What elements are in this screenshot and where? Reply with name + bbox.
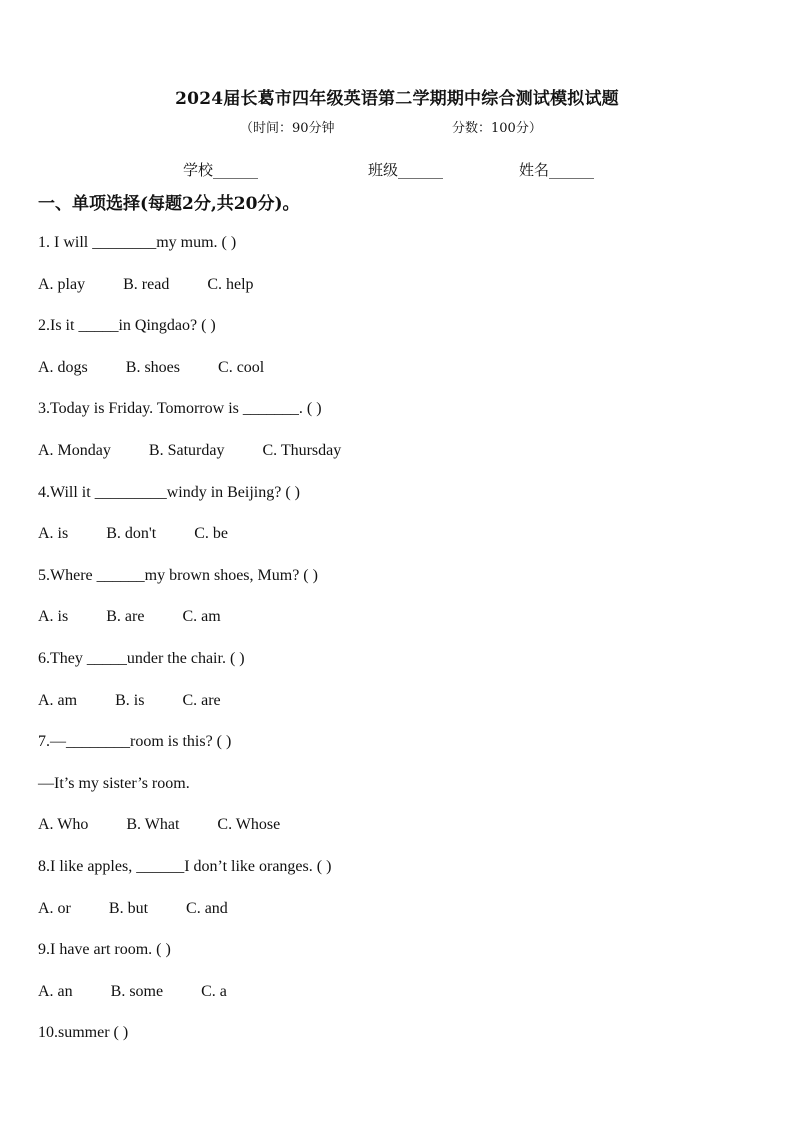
class-field: 班级______ — [368, 161, 444, 179]
option-c: C. be — [194, 525, 229, 543]
student-info — [0, 159, 794, 181]
question-dialogue: —It’s my sister’s room. — [38, 774, 190, 792]
question-stem: 1. I will ________my mum. ( ) — [38, 234, 237, 251]
question-stem: 2.Is it _____in Qingdao? ( ) — [38, 317, 216, 335]
question-options — [38, 898, 758, 940]
option-c: C. and — [186, 899, 228, 917]
question-options — [38, 606, 758, 648]
option-b: B. shoes — [125, 358, 181, 376]
option-c: C. Thursday — [262, 441, 342, 459]
section-title: 一、单项选择(每题2分,共20分)。 — [38, 194, 300, 214]
option-b: B. Saturday — [148, 441, 225, 459]
question-options — [38, 440, 758, 482]
option-a: A. or — [38, 899, 71, 917]
option-a: A. Who — [38, 816, 89, 834]
option-b: B. but — [108, 899, 149, 917]
option-b: B. don't — [106, 525, 157, 543]
question-list — [38, 232, 758, 1064]
option-c: C. are — [182, 691, 221, 709]
school-field: 学校______ — [183, 161, 259, 179]
exam-score: 分数：100分） — [452, 121, 542, 136]
question-stem: 7.—________room is this? ( ) — [38, 733, 232, 751]
question-stem: 5.Where ______my brown shoes, Mum? ( ) — [38, 566, 318, 584]
option-c: C. cool — [218, 358, 265, 376]
option-c: C. Whose — [217, 816, 281, 834]
question-options — [38, 274, 758, 316]
question-options — [38, 357, 758, 399]
option-c: C. am — [182, 608, 221, 626]
option-a: A. Monday — [38, 441, 111, 459]
question-stem: 8.I like apples, ______I don’t like oranges. ( ) — [38, 857, 332, 875]
option-a: A. play — [38, 275, 86, 293]
question-stem: 9.I have art room. ( ) — [38, 941, 171, 959]
option-b: B. is — [115, 691, 145, 709]
option-b: B. some — [110, 982, 164, 1000]
option-a: A. is — [38, 608, 69, 626]
question-options — [38, 690, 758, 732]
page-title: 2024届长葛市四年级英语第二学期期中综合测试模拟试题 — [175, 89, 619, 109]
option-b: B. What — [126, 816, 180, 834]
option-c: C. help — [207, 275, 254, 293]
option-b: B. are — [106, 608, 145, 626]
exam-meta — [0, 117, 794, 137]
option-a: A. dogs — [38, 358, 88, 376]
name-field: 姓名______ — [519, 161, 595, 179]
question-stem: 3.Today is Friday. Tomorrow is _______. ( ) — [38, 400, 322, 418]
option-a: A. an — [38, 982, 73, 1000]
question-options — [38, 814, 758, 856]
exam-time: （时间：90分钟 — [240, 121, 335, 136]
question-options — [38, 981, 758, 1023]
question-stem: 6.They _____under the chair. ( ) — [38, 649, 245, 667]
question-stem: 4.Will it _________windy in Beijing? ( ) — [38, 483, 300, 501]
option-a: A. am — [38, 691, 78, 709]
question-stem: 10.summer ( ) — [38, 1024, 129, 1042]
question-options — [38, 523, 758, 565]
option-c: C. a — [201, 982, 227, 1000]
option-a: A. is — [38, 525, 69, 543]
option-b: B. read — [123, 275, 170, 293]
